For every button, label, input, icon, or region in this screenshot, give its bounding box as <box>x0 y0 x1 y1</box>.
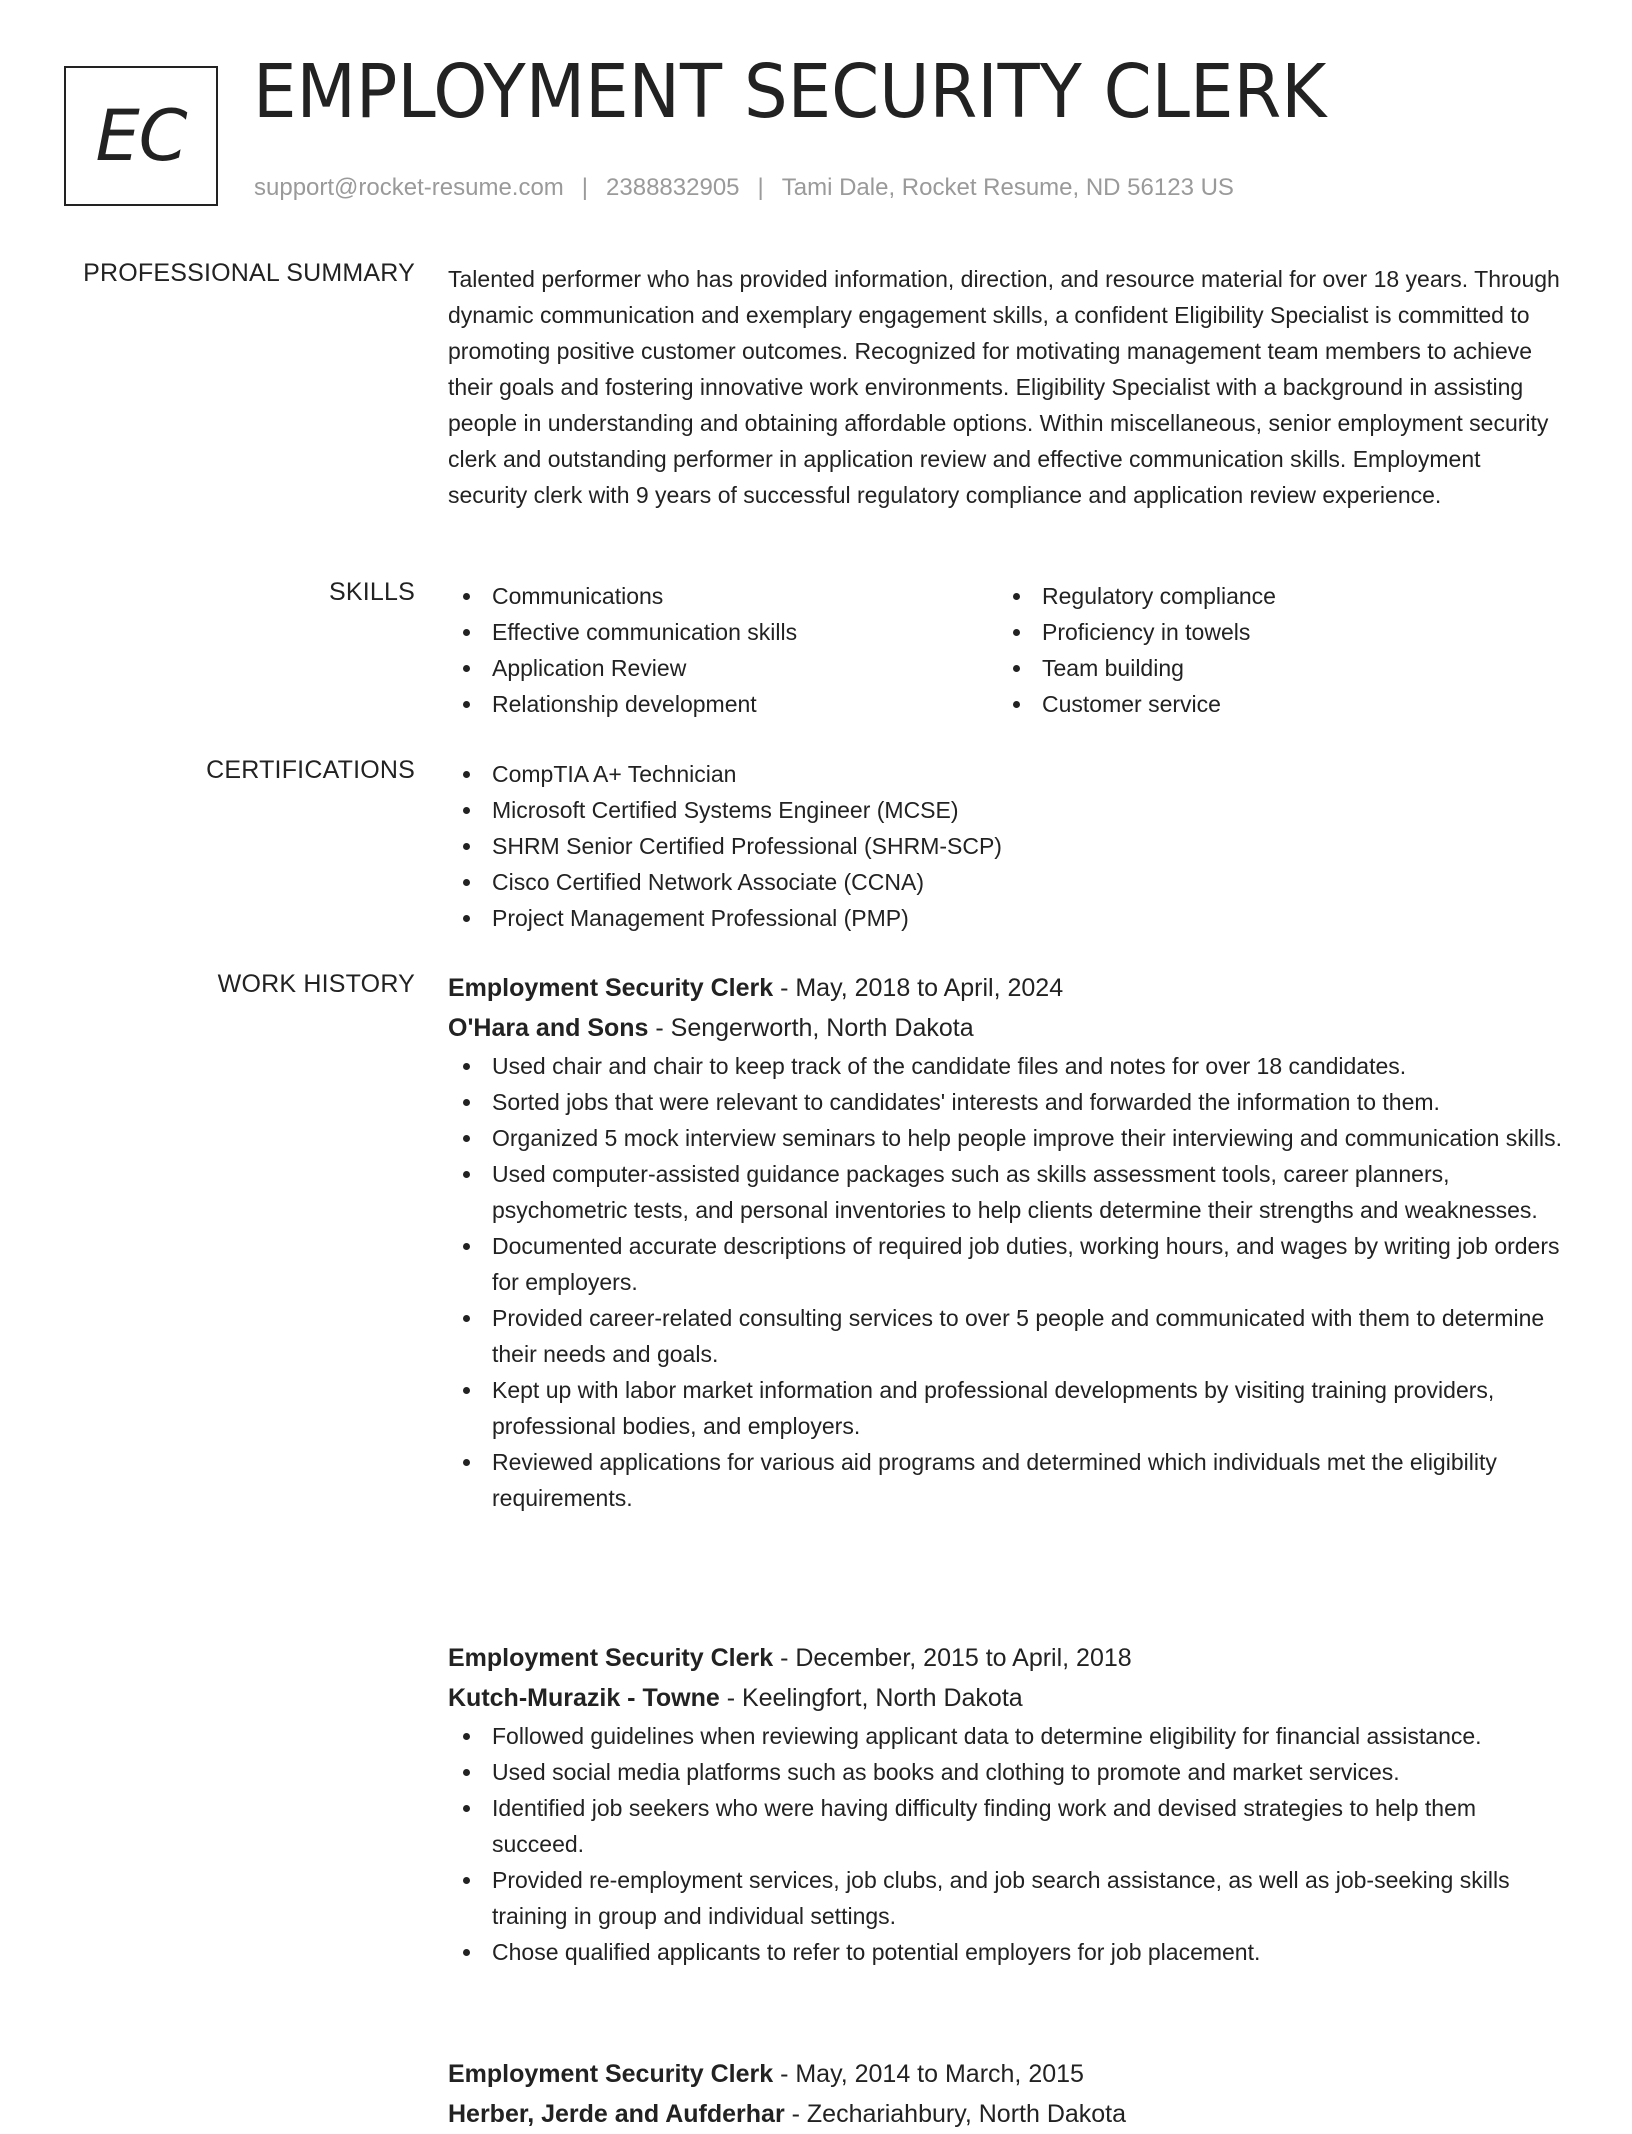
job-title-line <box>448 2054 1568 2094</box>
job-role: Employment Security Clerk <box>448 1644 774 1672</box>
job-duty: Chose qualified applicants to refer to potential employers for job placement. <box>448 1934 1568 1970</box>
job-duty: Provided re-employment services, job clubs, and job search assistance, as well as job-seeking skills training in group and individual settings. <box>448 1862 1568 1934</box>
certification-item: SHRM Senior Certified Professional (SHRM-SCP) <box>448 828 1568 864</box>
job-title-line <box>448 968 1568 1008</box>
job-location: - Keelingfort, North Dakota <box>719 1684 1023 1712</box>
job-duties-list <box>448 1718 1568 1970</box>
skills-columns <box>448 578 1568 722</box>
job-company-line <box>448 2094 1568 2134</box>
job-duty: Reviewed applications for various aid programs and determined which individuals met the eligibility requirements. <box>448 1444 1568 1516</box>
job-duty: Kept up with labor market information and professional developments by visiting training providers, professional bodies, and employers. <box>448 1372 1568 1444</box>
job-duty: Followed guidelines when reviewing applicant data to determine eligibility for financial assistance. <box>448 1718 1568 1754</box>
job-duty: Provided career-related consulting services to over 5 people and communicated with them to determine their needs and goals. <box>448 1300 1568 1372</box>
certification-item: CompTIA A+ Technician <box>448 756 1568 792</box>
certification-item: Cisco Certified Network Associate (CCNA) <box>448 864 1568 900</box>
job-title-line <box>448 1638 1568 1678</box>
skill-item: Communications <box>448 578 998 614</box>
contact-email[interactable]: support@rocket-resume.com <box>254 174 564 201</box>
job-entry <box>448 2054 1568 2134</box>
job-dates: - May, 2014 to March, 2015 <box>773 2060 1084 2088</box>
skills-list-left <box>448 578 998 722</box>
certifications-list <box>448 756 1568 936</box>
contact-address: Tami Dale, Rocket Resume, ND 56123 US <box>781 174 1234 201</box>
monogram: EC <box>64 66 218 206</box>
job-location: - Sengerworth, North Dakota <box>648 1014 974 1042</box>
job-duty: Used computer-assisted guidance packages such as skills assessment tools, career planners, psychometric tests, and personal inventories to help clients determine their strengths and weaknesses. <box>448 1156 1568 1228</box>
job-role: Employment Security Clerk <box>448 974 774 1002</box>
job-company-line <box>448 1678 1568 1718</box>
skill-item: Application Review <box>448 650 998 686</box>
job-entry <box>448 1638 1568 1970</box>
certifications-body <box>448 756 1568 936</box>
section-title-work-history: WORK HISTORY <box>217 970 415 998</box>
job-duty: Documented accurate descriptions of required job duties, working hours, and wages by writing job orders for employers. <box>448 1228 1568 1300</box>
summary-text: Talented performer who has provided information, direction, and resource material for over 18 years. Through dynamic communication and exemplary engagement skills, a confident Eligibility Specialist is committed to promoting positive customer outcomes. Recognized for motivating management team members to achieve their goals and fostering innovative work environments. Eligibility Specialist with a background in assisting people in understanding and obtaining affordable options. Within miscellaneous, senior employment security clerk and outstanding performer in application review and effective communication skills. Employment security clerk with 9 years of successful regulatory compliance and application review experience. <box>448 266 1560 508</box>
job-company: O'Hara and Sons <box>448 1014 649 1042</box>
certification-item: Microsoft Certified Systems Engineer (MCSE) <box>448 792 1568 828</box>
skill-item: Proficiency in towels <box>998 614 1548 650</box>
job-role: Employment Security Clerk <box>448 2060 774 2088</box>
job-duty: Sorted jobs that were relevant to candidates' interests and forwarded the information to them. <box>448 1084 1568 1120</box>
job-duty: Identified job seekers who were having difficulty finding work and devised strategies to help them succeed. <box>448 1790 1568 1862</box>
skill-item: Regulatory compliance <box>998 578 1548 614</box>
job-location: - Zechariahbury, North Dakota <box>784 2100 1127 2128</box>
job-entry <box>448 968 1568 1516</box>
job-duty: Organized 5 mock interview seminars to help people improve their interviewing and communication skills. <box>448 1120 1568 1156</box>
job-dates: - May, 2018 to April, 2024 <box>773 974 1064 1002</box>
job-duty: Used chair and chair to keep track of the candidate files and notes for over 18 candidates. <box>448 1048 1568 1084</box>
job-company: Herber, Jerde and Aufderhar <box>448 2100 785 2128</box>
skill-item: Team building <box>998 650 1548 686</box>
section-title-skills: SKILLS <box>329 578 415 606</box>
skill-item: Effective communication skills <box>448 614 998 650</box>
job-duty: Used social media platforms such as books and clothing to promote and market services. <box>448 1754 1568 1790</box>
contact-line <box>254 174 1234 202</box>
skill-item: Relationship development <box>448 686 998 722</box>
contact-separator: | <box>757 174 764 201</box>
skill-item: Customer service <box>998 686 1548 722</box>
resume-name: EMPLOYMENT SECURITY CLERK <box>253 49 1327 135</box>
skills-body <box>448 578 1568 722</box>
skills-list-right <box>998 578 1548 722</box>
contact-phone[interactable]: 2388832905 <box>606 174 740 201</box>
job-company: Kutch-Murazik - Towne <box>448 1684 720 1712</box>
section-title-summary: PROFESSIONAL SUMMARY <box>83 259 415 287</box>
certification-item: Project Management Professional (PMP) <box>448 900 1568 936</box>
job-dates: - December, 2015 to April, 2018 <box>773 1644 1132 1672</box>
job-duties-list <box>448 1048 1568 1516</box>
section-title-certifications: CERTIFICATIONS <box>206 756 415 784</box>
contact-separator: | <box>581 174 589 201</box>
job-company-line <box>448 1008 1568 1048</box>
